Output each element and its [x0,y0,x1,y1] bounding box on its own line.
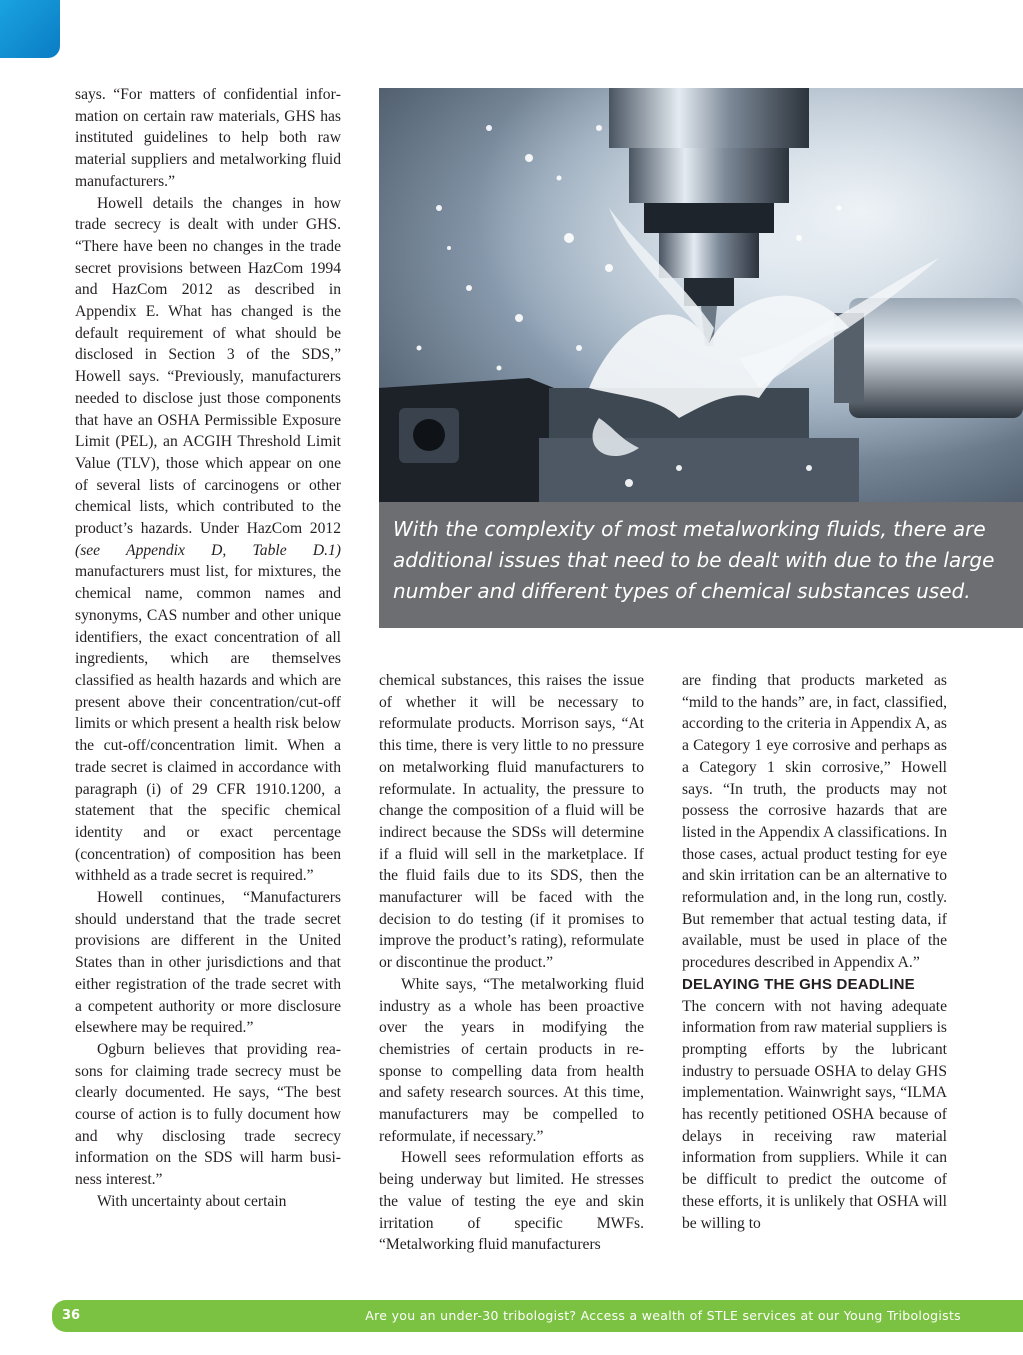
paragraph: White says, “The metalworking fluid industry as a whole has been proactive over the years in modifying the chemistries of certain products in response to compelling data from health and safety research sources. At this time, manufacturers may be compelled to reformulate, if necessary.” [379,975,644,1145]
paragraph: The concern with not having adequate information from raw material suppliers is prompting efforts by the lubricant industry to persuade OSHA to delay GHS implementation. Wainwright says, “ILMA has recently petitioned OSHA because of delays in receiving raw material information from suppliers. While it can be difficult to predict the outcome of these efforts, it is unlikely that OSHA will be willing to [682,997,947,1232]
corner-tab [0,0,60,58]
paragraph: says. “For matters of confidential information on certain raw materials, GHS has instituted guidelines to help both raw material suppliers and metalworking fluid manufacturers.” [75,86,341,190]
paragraph-text: manufacturers must list, for mixtures, the chemical name, common names and synonyms, CAS number and other unique identifiers, the exact concentration of all ingredients, which are themselves classified as health hazards and which are present above their concentration/cut-off limits or which present a health risk below the cut-off/concentration limit. When a trade secret is claimed in accordance with paragraph (i) of 29 CFR 1910.1200, a statement that the specific chemical identity and or exact percentage (concentration) of composition has been withheld as a trade secret is required.” [75,563,341,885]
page-number: 36 [62,1308,81,1323]
section-heading: DELAYING THE GHS DEADLINE [682,975,915,993]
article-column-2 [379,670,644,1256]
article-column-3 [682,670,947,1234]
footer-bar [52,1300,1023,1332]
paragraph [75,193,341,888]
photo-caption: With the complexity of most metalworking fluids, there are additional issues that need to be dealt with due to the large number and different types of chemical substances used. [379,502,1023,628]
italic-reference: (see Appendix D, Table D.1) [75,541,341,559]
paragraph: With uncertainty about certain [97,1192,287,1210]
paragraph: Howell continues, “Manufacturers should understand that the trade secret provisions are different in the United States than in other jurisdictions and that either registration of the trade secret with a competent authority or more disclosure elsewhere may be required.” [75,889,341,1037]
footer-promo-text: Are you an under-30 tribologist? Access a wealth of STLE services at our Young Tribologists [365,1308,961,1323]
paragraph: are finding that products marketed as “mild to the hands” are, in fact, classified, according to the criteria in Appendix A, as a Category 1 eye corrosive and perhaps as a Category 1 skin corrosive,” Howell says. “In truth, the products may not possess the corrosive hazards that are listed in the Appendix A classifications. In those cases, actual product testing for eye and skin irritation can be an alternative to reformulation and, in the long run, costly. But remember that actual testing data, if available, must be used in place of the procedures described in Appendix A.” [682,672,947,972]
paragraph: Howell sees reformulation efforts as being underway but limited. He stresses the value of testing the eye and skin irritation of specific MWFs. “Metalworking fluid manufacturers [379,1149,644,1254]
paragraph: chemical substances, this raises the issue of whether it will be necessary to reformulate products. Morrison says, “At this time, there is very little to no pressure on metalworking fluid manufacturers to reformulate. In actuality, the pressure to change the composition of a fluid will be indirect because the SDSs will determine if a fluid will sell in the marketplace. If the fluid fails due to its SDS, then the manufacturer will be faced with the decision to do testing (if it promises to improve the product’s rating), reformulate or discontinue the product.” [379,672,644,972]
machining-photo [379,88,1023,502]
paragraph-text: Howell details the changes in how trade secrecy is dealt with under GHS. “There have been no changes in the trade secret provisions between HazCom 1994 and HazCom 2012 as described in Appendix E. What has changed is the default requirement of what should be disclosed in Section 3 of the SDS,” Howell says. “Previously, manufacturers needed to disclose just those components that have an OSHA Permissible Exposure Limit (PEL), an ACGIH Threshold Limit Value (TLV), those which appear on one of several lists of carcinogens or other chemical lists, which contributed to the product’s hazards. Under HazCom 2012 [75,194,341,538]
paragraph: Ogburn believes that providing reasons for claiming trade secrecy must be clearly documented. He says, “The best course of action is to fully document how and why disclosing trade secrecy information on the SDS will harm business interest.” [75,1040,341,1189]
machining-photo-illustration [379,88,1023,502]
article-column-1 [75,84,341,1213]
